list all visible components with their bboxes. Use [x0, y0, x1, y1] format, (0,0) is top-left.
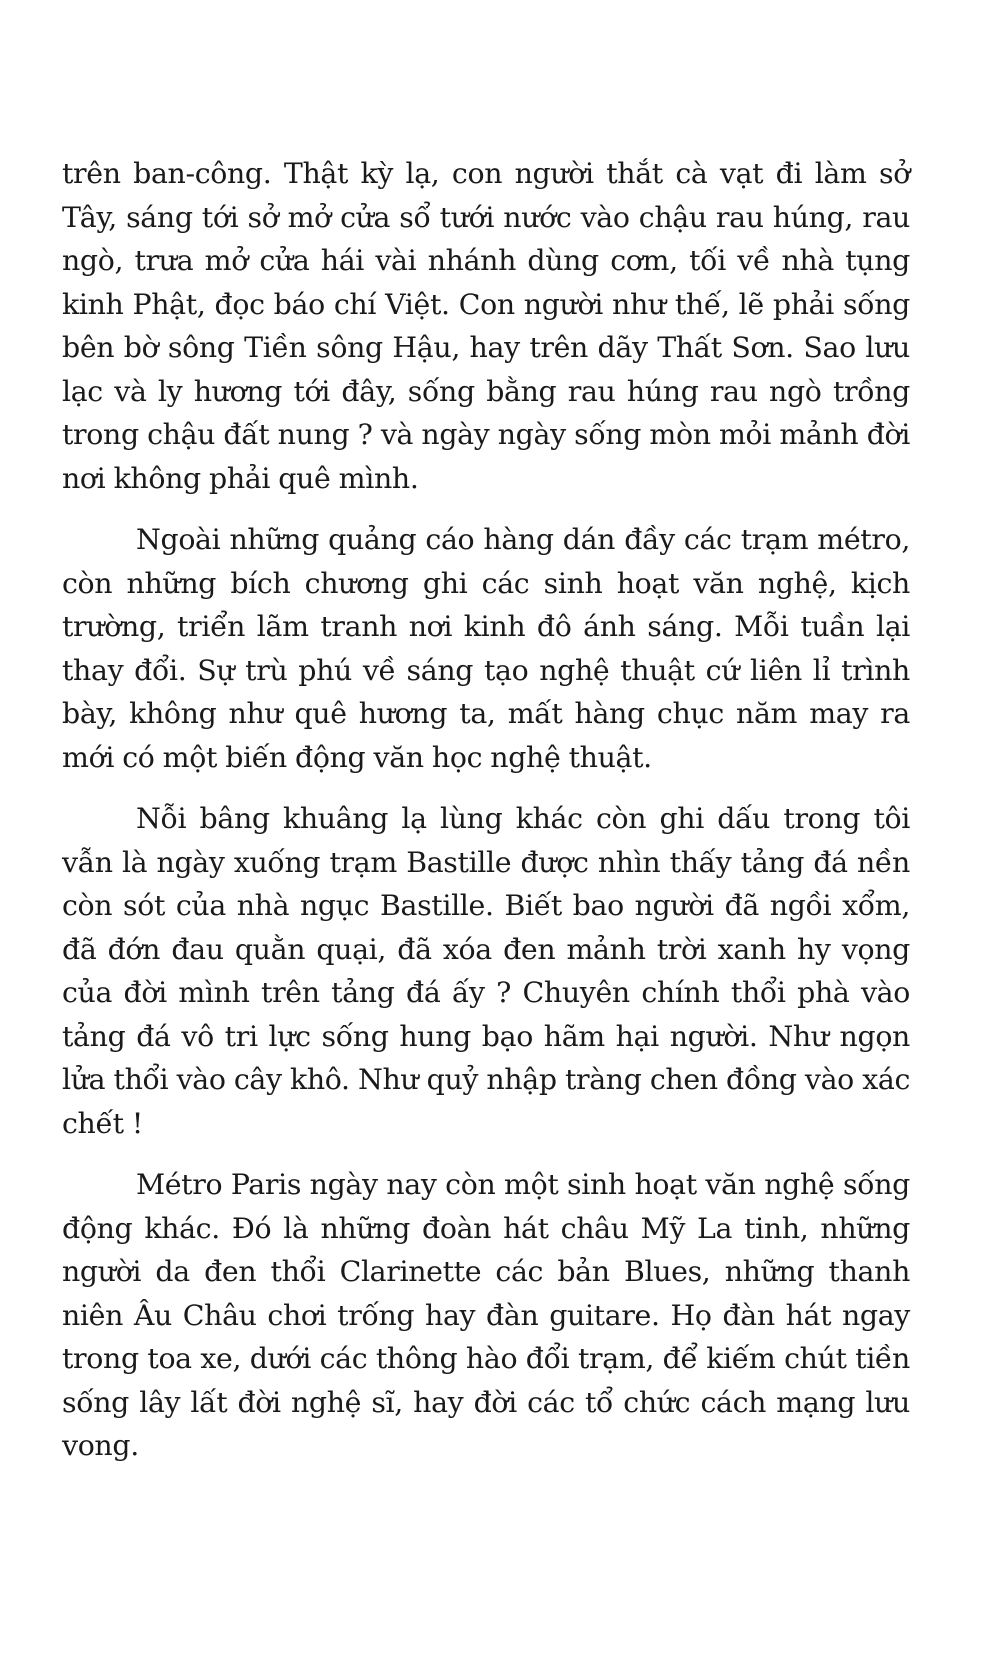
paragraph-1: trên ban-công. Thật kỳ lạ, con người thắt cà vạt đi làm sở Tây, sáng tới sở mở cửa sổ tưới nước vào chậu rau húng, rau ngò, trưa mở cửa hái vài nhánh dùng cơm, tối về nhà tụng kinh Phật, đọc báo chí Việt. Con người như thế, lẽ phải sống bên bờ sông Tiền sông Hậu, hay trên dãy Thất Sơn. Sao lưu lạc và ly hương tới đây, sống bằng rau húng rau ngò trồng trong chậu đất nung ? và ngày ngày sống mòn mỏi mảnh đời nơi không phải quê mình. [62, 157, 910, 495]
paragraph-4: Métro Paris ngày nay còn một sinh hoạt văn nghệ sống động khác. Đó là những đoàn hát châu Mỹ La tinh, những người da đen thổi Clarinette các bản Blues, những thanh niên Âu Châu chơi trống hay đàn guitare. Họ đàn hát ngay trong toa xe, dưới các thông hào đổi trạm, để kiếm chút tiền sống lây lất đời nghệ sĩ, hay đời các tổ chức cách mạng lưu vong. [62, 1168, 910, 1462]
page-body [62, 152, 910, 1468]
paragraph-3: Nỗi bâng khuâng lạ lùng khác còn ghi dấu trong tôi vẫn là ngày xuống trạm Bastille được nhìn thấy tảng đá nền còn sót của nhà ngục Bastille. Biết bao người đã ngồi xổm, đã đớn đau quằn quại, đã xóa đen mảnh trời xanh hy vọng của đời mình trên tảng đá ấy ? Chuyên chính thổi phà vào tảng đá vô tri lực sống hung bạo hãm hại người. Như ngọn lửa thổi vào cây khô. Như quỷ nhập tràng chen đồng vào xác chết ! [62, 802, 910, 1140]
paragraph-2: Ngoài những quảng cáo hàng dán đầy các trạm métro, còn những bích chương ghi các sinh hoạt văn nghệ, kịch trường, triển lãm tranh nơi kinh đô ánh sáng. Mỗi tuần lại thay đổi. Sự trù phú về sáng tạo nghệ thuật cứ liên lỉ trình bày, không như quê hương ta, mất hàng chục năm may ra mới có một biến động văn học nghệ thuật. [62, 523, 910, 774]
